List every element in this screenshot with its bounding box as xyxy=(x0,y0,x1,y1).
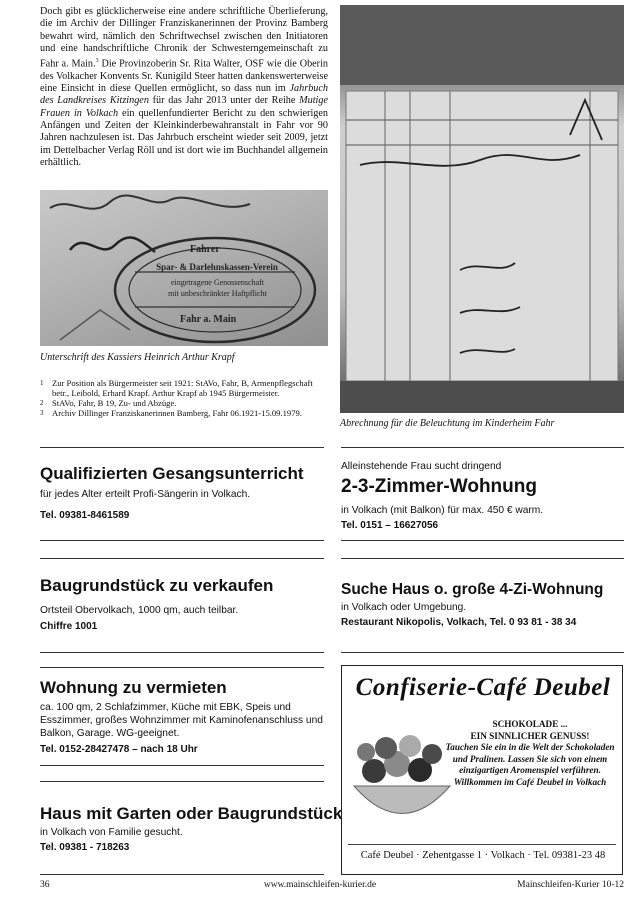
divider xyxy=(40,447,324,448)
ad-gesang-text: für jedes Alter erteilt Profi-Sängerin in Volkach. xyxy=(40,489,251,500)
footnote-number: 3 xyxy=(40,409,44,417)
divider xyxy=(341,558,624,559)
divider xyxy=(40,781,324,782)
divider xyxy=(341,540,624,541)
cafe-copy-line: EIN SINNLICHER GENUSS! xyxy=(470,730,590,741)
ad-haus-title: Suche Haus o. große 4-Zi-Wohnung xyxy=(341,581,604,598)
stamp-text: Fahrer xyxy=(190,244,220,255)
cafe-copy xyxy=(442,719,618,789)
ad-garten-title: Haus mit Garten oder Baugrundstück xyxy=(40,804,343,823)
ad-gesang-title: Qualifizierten Gesangsunterricht xyxy=(40,464,304,483)
cafe-ad xyxy=(341,665,623,875)
footnote xyxy=(40,408,330,418)
cafe-divider xyxy=(348,844,616,845)
stamp-text: eingetragene Genossenschaft xyxy=(170,278,265,287)
ad-zimmer-title: 2-3-Zimmer-Wohnung xyxy=(341,476,537,497)
divider xyxy=(40,667,324,668)
page-number: 36 xyxy=(40,880,50,890)
divider xyxy=(40,874,324,875)
photo-caption-right: Abrechnung für die Beleuchtung im Kinderheim Fahr xyxy=(340,418,555,429)
divider xyxy=(40,558,324,559)
footnote-number: 2 xyxy=(40,399,44,407)
cafe-footer: Café Deubel · Zehentgasse 1 · Volkach · Tel. 09381-23 48 xyxy=(360,850,606,861)
ad-gesang-tel: Tel. 09381-8461589 xyxy=(40,510,130,521)
photo-caption-left: Unterschrift des Kassiers Heinrich Arthur Krapf xyxy=(40,352,235,363)
stamp-text: Spar- & Darlehnskassen-Verein xyxy=(156,262,278,272)
footnote-ref: 3 xyxy=(95,58,99,65)
cafe-copy-line: Tauchen Sie ein in die Welt der Schokoladen und Pralinen. Lassen Sie sich von einem einzigartigen Aromenspiel verführen. Willkommen im Café Deubel in Volkach xyxy=(445,742,615,787)
footnotes xyxy=(40,378,330,418)
divider xyxy=(341,447,624,448)
ad-grund-tel: Chiffre 1001 xyxy=(40,621,98,632)
divider xyxy=(40,765,324,766)
ad-zimmer-tel: Tel. 0151 – 16627056 xyxy=(341,520,439,531)
stamp-text: mit unbeschränkter Haftpflicht xyxy=(168,289,267,298)
ad-zimmer-text: in Volkach (mit Balkon) für max. 450 € warm. xyxy=(341,505,544,516)
footnote xyxy=(40,378,330,398)
footer-url: www.mainschleifen-kurier.de xyxy=(263,880,377,890)
article-italic: Mutige Frauen in Volkach xyxy=(40,95,328,119)
ledger-photo xyxy=(340,5,624,413)
ledger-image xyxy=(340,5,624,413)
footnote-text: StAVo, Fahr, B 19, Zu- und Abzüge. xyxy=(52,398,177,408)
footnote-number: 1 xyxy=(40,379,44,387)
ad-grund-title: Baugrundstück zu verkaufen xyxy=(40,576,274,595)
cafe-title: Confiserie-Café Deubel xyxy=(355,674,611,701)
article-text-part: für das Jahr 2013 unter der Reihe xyxy=(148,95,300,107)
article-text-part: ein quellenfundierter Bericht zu den schwierigen Anfängen und Zeiten der Kleinkinderbewahranstalt in Fahr vor 90 Jahren nachzulesen ist. Das Jahrbuch erscheint wieder seit 2009, jetzt im Dettelbacher Verlag Röll und ist dort wie im Buchhandel allgemein erhältlich. xyxy=(40,107,328,168)
cafe-copy-line: SCHOKOLADE ... xyxy=(492,719,568,729)
article-text-part: Die Provinzoberin Sr. Rita Walter, OSF wie die Oberin des Volkacher Konvents Sr. Kunigild Steer hatten dankenswerterweise eine Einsicht in diese Quellen ermöglicht, so dass nun im xyxy=(40,58,328,95)
ad-wohnung-title: Wohnung zu vermieten xyxy=(40,678,227,697)
pralines-bowl-image xyxy=(352,726,452,831)
divider xyxy=(341,652,624,653)
ad-wohnung-tel: Tel. 0152-28427478 – nach 18 Uhr xyxy=(40,744,198,755)
signature-photo xyxy=(40,190,328,346)
divider xyxy=(40,652,324,653)
article-text-part: Doch gibt es glücklicherweise eine andere schriftliche Überlieferung, die im Archiv der Dillinger Franziskanerinnen der Provinz Bamberg bewahrt wird, nämlich den Schriftwechsel zwischen den Initiatoren und eine handschriftliche Chronik der Schwesterngemeinschaft zu Fahr a. Main. xyxy=(40,6,328,70)
ad-zimmer-intro: Alleinstehende Frau sucht dringend xyxy=(341,461,502,472)
article-text xyxy=(40,6,328,169)
ad-garten-tel: Tel. 09381 - 718263 xyxy=(40,842,130,853)
divider xyxy=(40,540,324,541)
footnote xyxy=(40,398,330,408)
ad-haus-tel: Restaurant Nikopolis, Volkach, Tel. 0 93 81 - 38 34 xyxy=(341,617,577,628)
article-italic: Jahrbuch des Landkreises Kitzingen xyxy=(40,83,328,107)
ad-wohnung-text: ca. 100 qm, 2 Schlafzimmer, Küche mit EBK, Speis und Esszimmer, großes Wohnzimmer mit Kaminofenanschluss und Balkon, Garage. WG-geeignet. xyxy=(40,702,323,739)
ad-haus-text: in Volkach oder Umgebung. xyxy=(341,602,467,613)
footnote-text: Archiv Dillinger Franziskanerinnen Bamberg, Fahr 06.1921-15.09.1979. xyxy=(52,408,302,418)
article-paragraph xyxy=(40,6,328,169)
ad-grund-text: Ortsteil Obervolkach, 1000 qm, auch teilbar. xyxy=(40,605,239,616)
footer-issue: Mainschleifen-Kurier 10-12 xyxy=(517,880,624,890)
ad-garten-text: in Volkach von Familie gesucht. xyxy=(40,827,183,838)
footnote-text: Zur Position als Bürgermeister seit 1921: StAVo, Fahr, B, Armenpflegschaft betr., Leibold, Erhard Krapf. Arthur Krapf ab 1945 Bürgermeister. xyxy=(52,378,313,398)
stamp-text: Fahr a. Main xyxy=(180,314,237,325)
